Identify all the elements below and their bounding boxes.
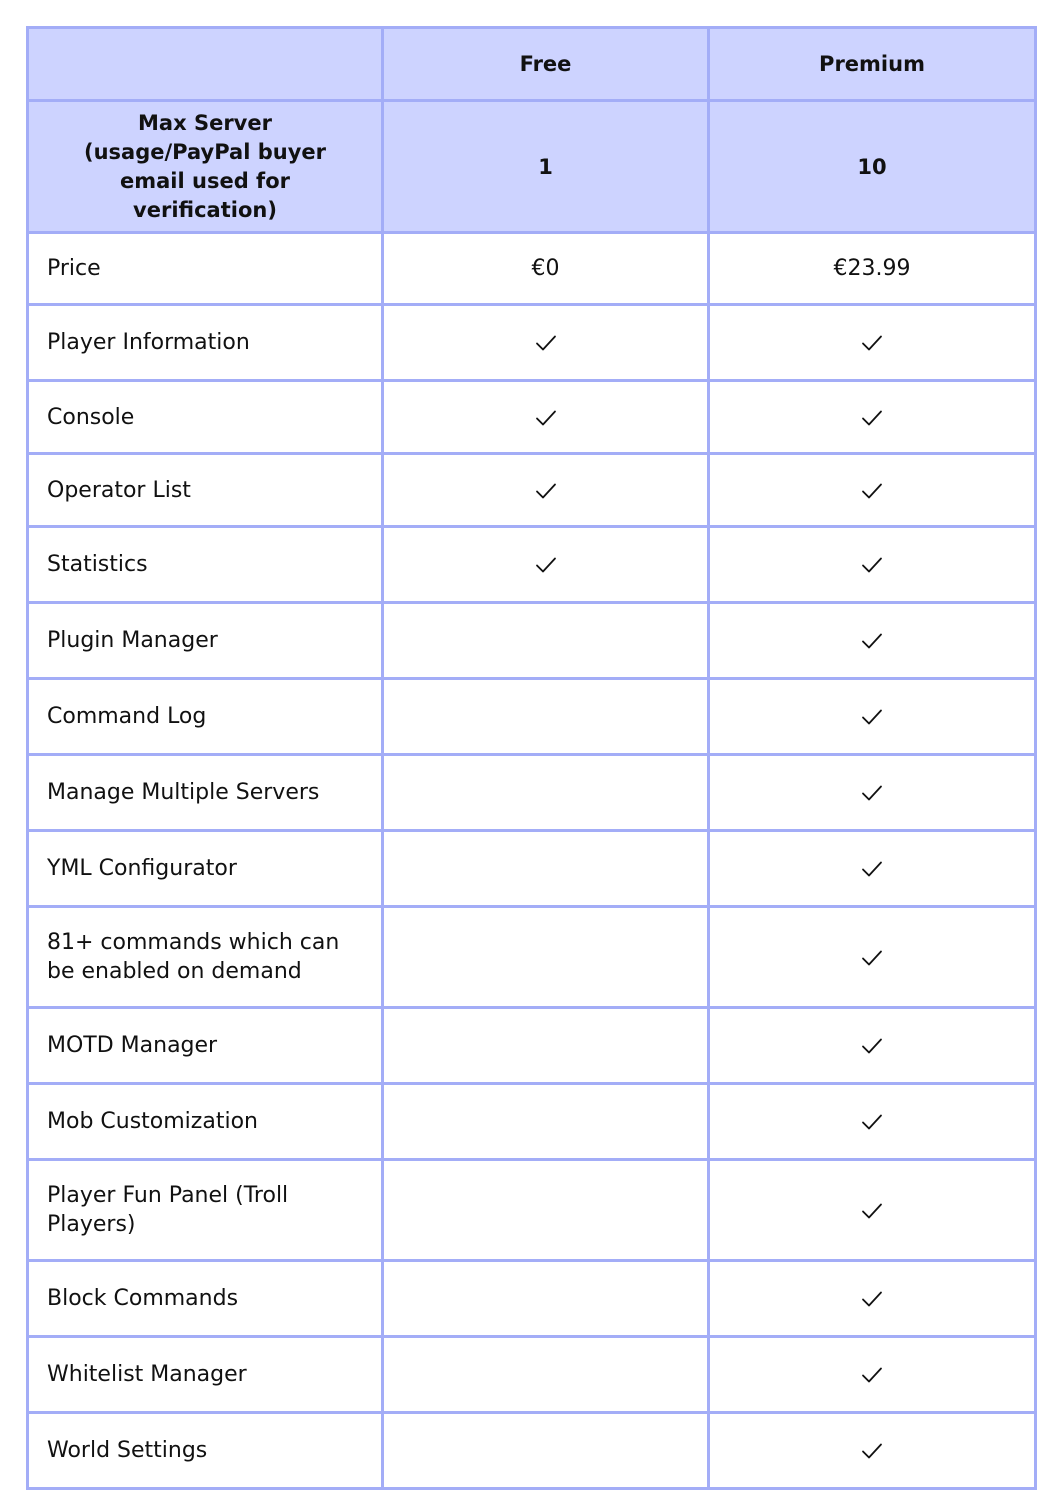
feature-row	[28, 527, 1036, 603]
feature-label: Operator List	[28, 454, 383, 527]
feature-label: Whitelist Manager	[28, 1337, 383, 1413]
check-icon	[535, 554, 557, 576]
feature-free-cell	[383, 755, 709, 831]
feature-row	[28, 831, 1036, 907]
feature-premium-cell	[709, 1008, 1036, 1084]
check-icon	[861, 1200, 883, 1222]
feature-premium-cell	[709, 1413, 1036, 1489]
feature-premium-cell	[709, 381, 1036, 454]
feature-free-cell	[383, 603, 709, 679]
feature-premium-cell	[709, 1261, 1036, 1337]
feature-premium-cell	[709, 603, 1036, 679]
feature-premium-cell	[709, 831, 1036, 907]
header-premium-cell: Premium	[709, 28, 1036, 101]
feature-label: Block Commands	[28, 1261, 383, 1337]
feature-premium-cell	[709, 305, 1036, 381]
feature-premium-cell	[709, 1337, 1036, 1413]
feature-row	[28, 1008, 1036, 1084]
feature-row	[28, 679, 1036, 755]
feature-label: 81+ commands which can be enabled on demand	[28, 907, 383, 1008]
feature-row	[28, 755, 1036, 831]
feature-row	[28, 1413, 1036, 1489]
feature-free-cell	[383, 1261, 709, 1337]
feature-free-cell	[383, 1160, 709, 1261]
check-icon	[535, 332, 557, 354]
check-icon	[861, 554, 883, 576]
feature-free-cell	[383, 381, 709, 454]
plan-comparison-table	[26, 26, 1037, 1490]
feature-row	[28, 907, 1036, 1008]
check-icon	[535, 480, 557, 502]
feature-premium-cell	[709, 454, 1036, 527]
feature-label: Player Fun Panel (Troll Players)	[28, 1160, 383, 1261]
feature-free-cell	[383, 1337, 709, 1413]
max-server-row	[28, 101, 1036, 233]
feature-label: Manage Multiple Servers	[28, 755, 383, 831]
comparison-table-wrapper	[26, 26, 1034, 1490]
feature-label: Mob Customization	[28, 1084, 383, 1160]
price-label: Price	[28, 233, 383, 305]
feature-free-cell	[383, 1413, 709, 1489]
check-icon	[861, 782, 883, 804]
feature-row	[28, 1084, 1036, 1160]
feature-premium-cell	[709, 527, 1036, 603]
check-icon	[861, 1111, 883, 1133]
max-server-premium-value: 10	[709, 101, 1036, 233]
max-server-free-value: 1	[383, 101, 709, 233]
check-icon	[861, 1035, 883, 1057]
feature-free-cell	[383, 831, 709, 907]
max-server-label: Max Server (usage/PayPal buyer email used for verification)	[28, 101, 383, 233]
feature-premium-cell	[709, 755, 1036, 831]
feature-label: Console	[28, 381, 383, 454]
feature-free-cell	[383, 1008, 709, 1084]
check-icon	[861, 706, 883, 728]
feature-label: Statistics	[28, 527, 383, 603]
feature-row	[28, 1160, 1036, 1261]
feature-free-cell	[383, 527, 709, 603]
feature-row	[28, 454, 1036, 527]
feature-label: MOTD Manager	[28, 1008, 383, 1084]
header-free-cell: Free	[383, 28, 709, 101]
feature-premium-cell	[709, 679, 1036, 755]
feature-row	[28, 1337, 1036, 1413]
feature-premium-cell	[709, 1160, 1036, 1261]
check-icon	[861, 1288, 883, 1310]
price-free-value: €0	[383, 233, 709, 305]
feature-premium-cell	[709, 907, 1036, 1008]
feature-premium-cell	[709, 1084, 1036, 1160]
feature-label: Plugin Manager	[28, 603, 383, 679]
feature-free-cell	[383, 305, 709, 381]
feature-label: Player Information	[28, 305, 383, 381]
price-premium-value: €23.99	[709, 233, 1036, 305]
feature-free-cell	[383, 454, 709, 527]
feature-row	[28, 381, 1036, 454]
check-icon	[861, 407, 883, 429]
check-icon	[861, 1440, 883, 1462]
check-icon	[861, 630, 883, 652]
feature-free-cell	[383, 907, 709, 1008]
feature-row	[28, 1261, 1036, 1337]
feature-label: Command Log	[28, 679, 383, 755]
check-icon	[861, 1364, 883, 1386]
header-feature-cell	[28, 28, 383, 101]
price-row	[28, 233, 1036, 305]
feature-row	[28, 603, 1036, 679]
check-icon	[861, 858, 883, 880]
check-icon	[861, 332, 883, 354]
feature-label: YML Configurator	[28, 831, 383, 907]
check-icon	[861, 947, 883, 969]
check-icon	[535, 407, 557, 429]
feature-free-cell	[383, 679, 709, 755]
check-icon	[861, 480, 883, 502]
feature-label: World Settings	[28, 1413, 383, 1489]
header-row	[28, 28, 1036, 101]
feature-row	[28, 305, 1036, 381]
feature-free-cell	[383, 1084, 709, 1160]
